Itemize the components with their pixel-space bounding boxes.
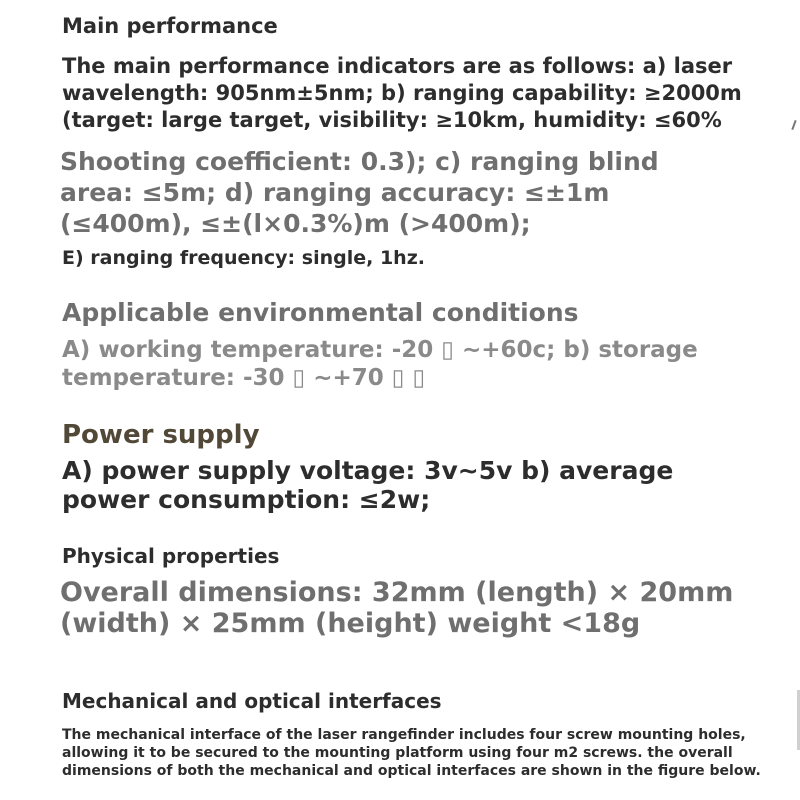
text-line: (≤400m), ≤±(l×0.3%)m (>400m); <box>60 209 531 238</box>
main-performance-text-continued <box>60 146 659 239</box>
text-line: temperature: -30 ▯ ~+70 ▯ ▯ <box>62 365 426 391</box>
section-title-power-supply: Power supply <box>62 420 260 450</box>
text-line: (target: large target, visibility: ≥10km, humidity: ≤60% <box>62 108 722 132</box>
text-line: (width) × 25mm (height) weight <18g <box>60 608 641 639</box>
section-title-main-performance: Main performance <box>62 14 278 38</box>
interfaces-text <box>62 726 761 780</box>
text-line: wavelength: 905nm±5nm; b) ranging capability: ≥2000m <box>62 81 742 105</box>
power-supply-text <box>62 456 673 514</box>
text-line: A) working temperature: -20 ▯ ~+60c; b) storage <box>62 337 698 363</box>
ranging-frequency-text: E) ranging frequency: single, 1hz. <box>62 247 425 269</box>
physical-properties-text <box>60 577 733 639</box>
text-line: area: ≤5m; d) ranging accuracy: ≤±1m <box>60 178 610 207</box>
environment-text <box>62 336 698 392</box>
text-line: Overall dimensions: 32mm (length) × 20mm <box>60 577 734 608</box>
text-line: dimensions of both the mechanical and optical interfaces are shown in the figure below. <box>62 763 761 779</box>
text-line: allowing it to be secured to the mounting platform using four m2 screws. the overall <box>62 745 733 761</box>
text-line: The main performance indicators are as follows: a) laser <box>62 54 733 78</box>
text-line: power consumption: ≤2w; <box>62 485 431 514</box>
text-line: A) power supply voltage: 3v~5v b) average <box>62 456 674 485</box>
section-title-interfaces: Mechanical and optical interfaces <box>62 689 442 713</box>
text-line: The mechanical interface of the laser rangefinder includes four screw mounting holes, <box>62 727 746 743</box>
edge-mark-decoration <box>791 120 796 130</box>
section-title-environment: Applicable environmental conditions <box>62 298 579 327</box>
main-performance-text <box>62 53 742 134</box>
section-title-physical-properties: Physical properties <box>62 544 280 568</box>
text-line: Shooting coefficient: 0.3); c) ranging blind <box>60 147 659 176</box>
